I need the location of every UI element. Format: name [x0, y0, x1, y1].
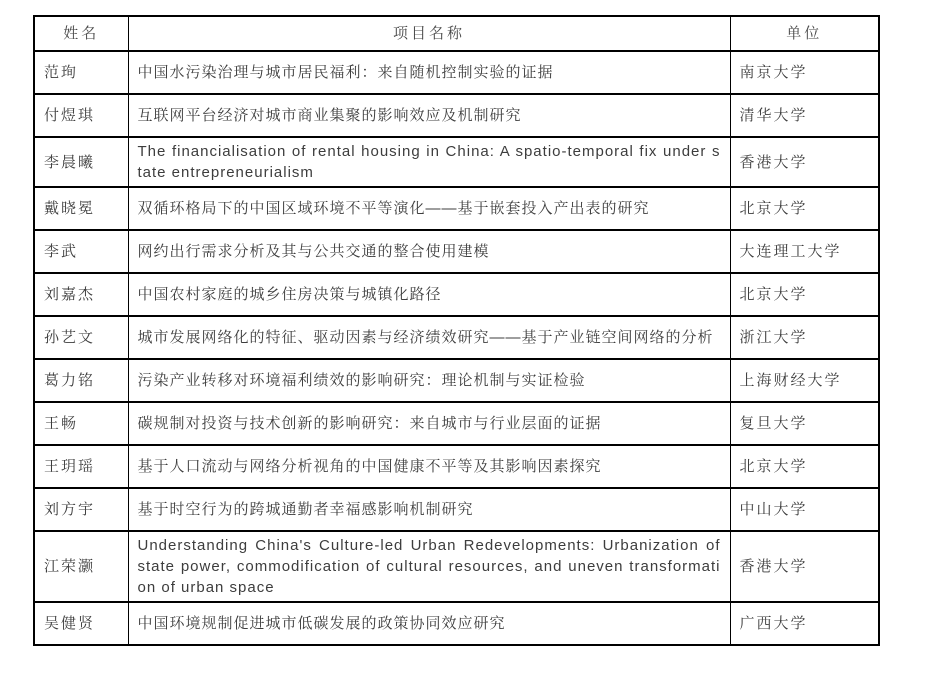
table-row [34, 531, 879, 602]
project-title: 碳规制对投资与技术创新的影响研究：来自城市与行业层面的证据 [128, 402, 730, 445]
university-name: 北京大学 [730, 187, 879, 230]
project-title: 基于时空行为的跨城通勤者幸福感影响机制研究 [128, 488, 730, 531]
university-name: 复旦大学 [730, 402, 879, 445]
researcher-name: 范珣 [34, 51, 128, 94]
table-row [34, 316, 879, 359]
university-name: 浙江大学 [730, 316, 879, 359]
university-name: 广西大学 [730, 602, 879, 645]
project-title: 中国水污染治理与城市居民福利：来自随机控制实验的证据 [128, 51, 730, 94]
header-project: 项目名称 [128, 16, 730, 51]
header-name: 姓名 [34, 16, 128, 51]
university-name: 南京大学 [730, 51, 879, 94]
project-title: 网约出行需求分析及其与公共交通的整合使用建模 [128, 230, 730, 273]
researcher-name: 刘方宇 [34, 488, 128, 531]
project-title: 中国环境规制促进城市低碳发展的政策协同效应研究 [128, 602, 730, 645]
university-name: 大连理工大学 [730, 230, 879, 273]
researcher-name: 付煜琪 [34, 94, 128, 137]
table-row [34, 402, 879, 445]
researcher-name: 王畅 [34, 402, 128, 445]
table-row [34, 445, 879, 488]
project-title: 互联网平台经济对城市商业集聚的影响效应及机制研究 [128, 94, 730, 137]
table-row [34, 187, 879, 230]
researcher-name: 吴健贤 [34, 602, 128, 645]
table-row [34, 602, 879, 645]
project-title: 中国农村家庭的城乡住房决策与城镇化路径 [128, 273, 730, 316]
researcher-name: 江荣灏 [34, 531, 128, 602]
project-title: 双循环格局下的中国区域环境不平等演化——基于嵌套投入产出表的研究 [128, 187, 730, 230]
university-name: 上海财经大学 [730, 359, 879, 402]
project-title: 城市发展网络化的特征、驱动因素与经济绩效研究——基于产业链空间网络的分析 [128, 316, 730, 359]
researcher-name: 葛力铭 [34, 359, 128, 402]
project-title: 基于人口流动与网络分析视角的中国健康不平等及其影响因素探究 [128, 445, 730, 488]
table-row [34, 273, 879, 316]
researcher-name: 李晨曦 [34, 137, 128, 187]
researcher-name: 刘嘉杰 [34, 273, 128, 316]
table-row [34, 488, 879, 531]
university-name: 北京大学 [730, 445, 879, 488]
researcher-name: 王玥瑶 [34, 445, 128, 488]
table-row [34, 230, 879, 273]
header-unit: 单位 [730, 16, 879, 51]
university-name: 北京大学 [730, 273, 879, 316]
project-title: 污染产业转移对环境福利绩效的影响研究：理论机制与实证检验 [128, 359, 730, 402]
university-name: 香港大学 [730, 531, 879, 602]
researcher-name: 孙艺文 [34, 316, 128, 359]
table-row [34, 359, 879, 402]
project-title: The financialisation of rental housing in China: A spatio-temporal fix under state entrepreneurialism [128, 137, 730, 187]
project-title: Understanding China's Culture-led Urban Redevelopments: Urbanization of state power, commodification of cultural resources, and uneven transformation of urban space [128, 531, 730, 602]
university-name: 清华大学 [730, 94, 879, 137]
table-row [34, 137, 879, 187]
researcher-name: 李武 [34, 230, 128, 273]
table-row [34, 94, 879, 137]
university-name: 中山大学 [730, 488, 879, 531]
projects-table [33, 15, 880, 646]
university-name: 香港大学 [730, 137, 879, 187]
researcher-name: 戴晓冕 [34, 187, 128, 230]
table-row [34, 51, 879, 94]
header-row [34, 16, 879, 51]
